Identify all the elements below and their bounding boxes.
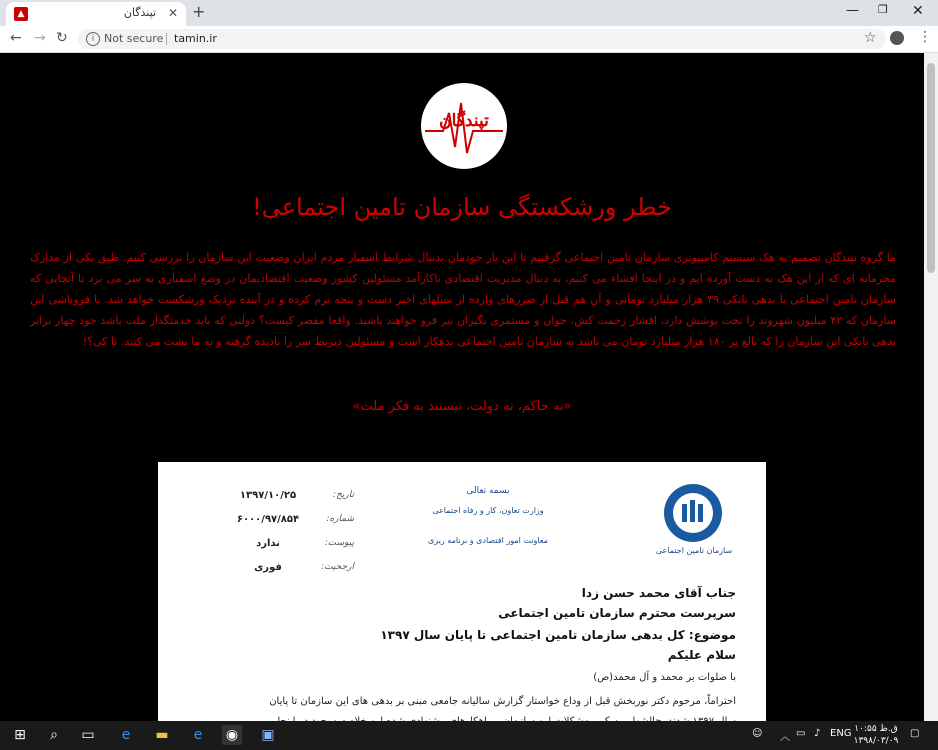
window-close-icon[interactable]: ✕ — [912, 3, 924, 19]
volume-icon[interactable]: ♪ — [814, 728, 821, 739]
meta-label-priority: ارجحیت: — [321, 562, 354, 572]
reload-icon[interactable]: ↻ — [56, 30, 68, 46]
address-bar[interactable] — [78, 29, 886, 49]
scrollbar-thumb[interactable] — [927, 63, 935, 273]
ministry-name: وزارت تعاون، کار و رفاه اجتماعی — [432, 506, 544, 515]
tab-close-icon[interactable]: ✕ — [167, 6, 178, 20]
ministry-top: بسمه تعالی — [466, 486, 510, 496]
forward-icon[interactable]: → — [34, 30, 46, 46]
network-app-icon[interactable]: ▣ — [261, 727, 275, 743]
logo-text: تپندگان — [439, 111, 489, 131]
meta-value-attachment: ندارد — [256, 538, 280, 549]
clock-date: ۱۳۹۸/۰۳/۰۹ — [853, 736, 899, 746]
internet-explorer-icon[interactable]: e — [193, 727, 203, 743]
page-headline: خطر ورشکستگی سازمان تامین اجتماعی! — [252, 193, 672, 221]
browser-toolbar — [0, 26, 938, 53]
people-icon[interactable]: ☺ — [752, 728, 763, 739]
slogan: «نه حاکم، نه دولت، نیستند به فکر ملت» — [352, 399, 572, 414]
hack-message: ما گروه تپندگان تصمیم به هک سیستم کامپیوتری سازمان تامین اجتماعی گرفتیم تا این بار خودمان بدنبال شرایط اسفبار مردم ایران وضعیت این سازمان را بررسی کنیم. طبق یکی از مدارک محرمانه ای که از این هک به دست آورده ایم و در اینجا افشاء می کنیم، به دنبال مدیریت اقتصادی ناکارآمد مسئولین کشور وضعیت اقتصادیمان در وضع اسفباری به سر می برد تا آنجایی که سازمان تامین اجتماعی با بدهی بانکی ۳۹ هزار میلیارد تومانی و آن هم قبل از ضررهای وارده از سیلهای اخیر دست و پنجه نرم کرده و در آینده نزدیک ورشکست خواهد شد. با فروپاشی این سازمان که ۴۲ میلیون شهروند را تحت پوشش دارد، اقشار زحمت کش، جوان و مستمری بگیران نیز فرو خواهند پاشید. واقعا مقصر کیست؟ دولتی که باید خدمتگذار ملت باشد خود چهار برابر بدهی بانکی این سازمان را که بالغ بر ۱۸۰ هزار میلیارد تومان می باشد به سازمان تامین اجتماعی بدهکار است و مسئولین ذیربط سر را نادیده گرفته و به ما پشت می کنند. تا کی؟! — [30, 251, 896, 348]
language-indicator[interactable]: ENG — [830, 728, 852, 739]
meta-label-attachment: پیوست: — [324, 538, 354, 548]
meta-value-priority: فوری — [254, 562, 282, 573]
task-view-icon[interactable]: ▭ — [81, 727, 95, 743]
minimize-icon[interactable]: — — [846, 3, 859, 18]
scrollbar[interactable] — [924, 53, 938, 721]
separator — [166, 33, 167, 45]
social-security-logo-icon — [662, 482, 724, 544]
edge-icon[interactable]: e — [121, 727, 131, 743]
page-content — [0, 53, 924, 721]
tab-favicon-icon: ▲ — [14, 7, 28, 21]
windows-start-icon[interactable]: ⊞ — [14, 727, 26, 743]
search-icon[interactable]: ⌕ — [50, 727, 58, 743]
windows-taskbar — [0, 721, 938, 750]
letter-subject: موضوع: کل بدهی سازمان تامین اجتماعی تا پایان سال ۱۳۹۷ — [380, 628, 736, 642]
security-label: Not secure — [104, 32, 164, 45]
meta-label-number: شماره: — [326, 514, 354, 524]
salawat-line: با صلوات بر محمد و آل محمد(ص) — [593, 672, 736, 683]
tab-title: تپندگان — [123, 6, 156, 19]
bookmark-star-icon[interactable]: ☆ — [864, 30, 877, 46]
file-explorer-icon[interactable]: ▬ — [155, 727, 169, 743]
url-text[interactable]: tamin.ir — [174, 32, 217, 45]
letter-greeting: سلام علیکم — [667, 648, 736, 662]
meta-value-date: ۱۳۹۷/۱۰/۲۵ — [239, 490, 297, 501]
org-caption: سازمان تامین اجتماعی — [655, 546, 733, 555]
clock-time: ۱۰:۵۵ ق.ظ — [854, 724, 898, 734]
network-icon[interactable]: ▭ — [796, 728, 806, 739]
account-icon[interactable] — [890, 31, 904, 45]
tab-bar — [0, 0, 938, 26]
browser-tab[interactable] — [6, 2, 186, 26]
notification-icon[interactable]: ▢ — [910, 728, 920, 739]
ministry-sub: معاونت امور اقتصادی و برنامه ریزی — [428, 536, 548, 545]
clock[interactable] — [852, 723, 900, 747]
letter-paragraph-1: احتراماً، مرحوم دکتر نوربخش قبل از وداع خواستار گزارش سالیانه جامعی مبنی بر بدهی های این سازمان تا پایان — [269, 696, 736, 707]
chrome-icon[interactable]: ◉ — [222, 725, 242, 745]
recipient-title: سرپرست محترم سازمان تامین اجتماعی — [498, 606, 736, 620]
menu-dots-icon[interactable]: ⋮ — [918, 29, 932, 45]
new-tab-button[interactable]: + — [192, 2, 206, 21]
maximize-icon[interactable]: ❐ — [878, 3, 888, 16]
meta-value-number: ۶۰۰۰/۹۷/۸۵۴ — [236, 514, 300, 525]
leaked-letter-image — [158, 462, 766, 732]
tray-chevron-icon[interactable]: ︿ — [780, 732, 790, 743]
info-icon[interactable]: i — [86, 32, 100, 46]
recipient-name: جناب آقای محمد حسن زدا — [581, 586, 736, 600]
meta-label-date: تاریخ: — [333, 490, 354, 500]
tapandegan-logo — [421, 83, 507, 169]
back-icon[interactable]: ← — [10, 30, 22, 46]
